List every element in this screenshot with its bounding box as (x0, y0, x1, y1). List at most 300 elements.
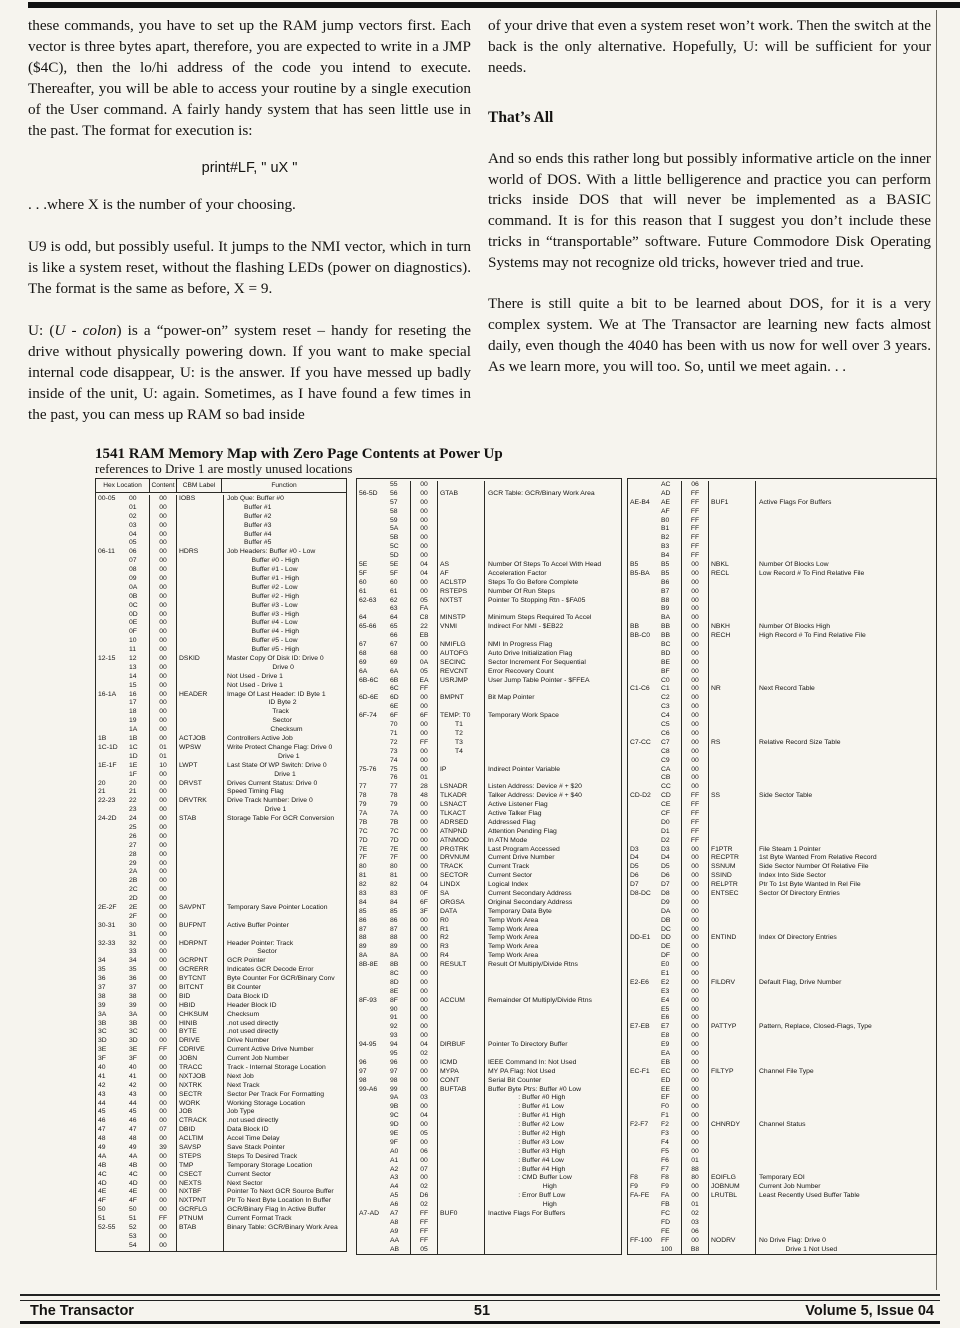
cell-label: DRVTRK (176, 797, 223, 806)
table-row (357, 890, 621, 899)
cell-content: FF (681, 828, 708, 837)
table-row (357, 703, 621, 712)
cell-range: D7 (630, 881, 639, 889)
cell-function: Header Pointer: Track (223, 940, 346, 949)
cell-function: Job Type (223, 1108, 346, 1117)
cell-function: Buffer #4 - Low (223, 619, 346, 628)
cell-content: 00 (410, 828, 437, 837)
cell-range (96, 699, 129, 708)
table-subtitle: references to Drive 1 are mostly unused locations (95, 461, 353, 476)
cell-label: DIRBUF (437, 1041, 484, 1050)
table-row (96, 548, 346, 557)
paragraph-text: U: ( (28, 321, 55, 339)
table-row (357, 1130, 621, 1139)
table-row (96, 726, 346, 735)
cell-hex: 90 (390, 1005, 398, 1013)
cell-hex: 26 (129, 832, 137, 840)
cell-function: : Buffer #0 High (484, 1094, 621, 1103)
cell-range: 81 (359, 872, 367, 880)
cell-range (357, 1148, 390, 1157)
table-row (96, 628, 346, 637)
cell-function: Relative Record Size Table (755, 739, 936, 748)
cell-hex: 03 (129, 521, 137, 529)
cell-hex: F7 (661, 1165, 669, 1173)
cell-function (223, 877, 346, 886)
table-row (357, 1086, 621, 1095)
column-header-function: Function (221, 479, 346, 492)
cell-content: FF (681, 534, 708, 543)
cell-function: Side Sector Table (755, 792, 936, 801)
cell-function (484, 543, 621, 552)
table-row (96, 1233, 346, 1242)
table-row (357, 846, 621, 855)
cell-range: D4 (630, 854, 639, 862)
table-row (628, 1210, 936, 1219)
cell-function: Buffer #0 - High (223, 557, 346, 566)
cell-label (708, 543, 755, 552)
cell-content: 00 (681, 748, 708, 757)
cell-function: Indirect Pointer Variable (484, 766, 621, 775)
cell-hex: FF (661, 1236, 670, 1244)
paragraph: And so ends this rather long but possibly informative article on the inner world of DOS. With a little belligerence and practice you can perform tricks inside DOS that will never be implemented as a BASIC command. It is for this reason that I suggest you don’t include these tricks in “transportable” software. Future Commodore Disk Operating Systems may not recognize old tricks, however tried and true. (488, 149, 931, 272)
cell-function: Remainder Of Multiply/Divide Rtns (484, 997, 621, 1006)
table-row (96, 1011, 346, 1020)
cell-content: 00 (149, 940, 176, 949)
cell-hex: CE (661, 801, 671, 809)
cell-range: 06-11 (98, 548, 115, 556)
cell-range (628, 1006, 661, 1015)
cell-label: CHKSUM (176, 1011, 223, 1020)
cell-content: 00 (410, 872, 437, 881)
cell-range (96, 664, 129, 673)
cell-label: SS (708, 792, 755, 801)
cell-content: 00 (681, 1237, 708, 1246)
cell-label (176, 504, 223, 513)
table-row (628, 881, 936, 890)
cell-label (708, 694, 755, 703)
cell-hex: 48 (129, 1135, 137, 1143)
table-row (96, 584, 346, 593)
cell-range (628, 588, 661, 597)
table-row (357, 1139, 621, 1148)
cell-range (96, 842, 129, 851)
table-row (96, 575, 346, 584)
table-row (628, 712, 936, 721)
cell-range (628, 703, 661, 712)
cell-hex: 97 (390, 1067, 398, 1075)
table-row (357, 543, 621, 552)
cell-hex: EA (661, 1050, 671, 1057)
cell-label: BUF0 (437, 1210, 484, 1219)
table-row (357, 766, 621, 775)
cell-hex: E7 (661, 1023, 670, 1031)
cell-hex: 3C (129, 1028, 138, 1036)
cell-hex: 3A (129, 1010, 138, 1018)
cell-hex: F5 (661, 1147, 669, 1155)
cell-label: SSIND (708, 872, 755, 881)
cell-function: Current Job Number (223, 1055, 346, 1064)
table-row (357, 1201, 621, 1210)
page-top-rule (28, 2, 960, 8)
cell-function (223, 860, 346, 869)
table-row (96, 984, 346, 993)
cell-hex: AE (661, 498, 671, 506)
cell-range: 60 (359, 578, 367, 586)
cell-label (708, 1112, 755, 1121)
cell-function: GCR Pointer (223, 957, 346, 966)
cell-content: 00 (410, 1006, 437, 1015)
cell-label (437, 1023, 484, 1032)
cell-hex: 33 (129, 948, 137, 956)
cell-function (484, 1050, 621, 1059)
cell-content: 00 (681, 623, 708, 632)
cell-label: ADRSED (437, 819, 484, 828)
cell-range (628, 748, 661, 757)
table-row (357, 1103, 621, 1112)
cell-function: 1st Byte Wanted From Relative Record (755, 854, 936, 863)
cell-label: ACLSTP (437, 579, 484, 588)
cell-hex: 31 (129, 930, 137, 938)
cell-label: GCRFLG (176, 1206, 223, 1215)
cell-function: Low Record # To Find Relative File (755, 570, 936, 579)
cell-function (484, 757, 621, 766)
cell-hex: E4 (661, 996, 670, 1004)
cell-content: 00 (410, 837, 437, 846)
cell-function (755, 917, 936, 926)
cell-function: : Buffer #4 High (484, 1166, 621, 1175)
cell-hex: 82 (390, 881, 398, 889)
cell-hex: 0D (129, 610, 138, 618)
cell-range: B5 (630, 561, 639, 569)
cell-content: 00 (149, 886, 176, 895)
cell-content: 00 (410, 650, 437, 659)
cell-range: 86 (359, 916, 367, 924)
cell-hex: 38 (129, 992, 137, 1000)
cell-function: Track - Internal Storage Location (223, 1064, 346, 1073)
cell-range (96, 868, 129, 877)
cell-label: ENTIND (708, 934, 755, 943)
cell-content: 00 (681, 979, 708, 988)
cell-range: F9 (630, 1183, 638, 1191)
cell-range (357, 1103, 390, 1112)
cell-function: Ptr To 1st Byte Wanted In Rel File (755, 881, 936, 890)
cell-hex: C8 (661, 747, 670, 755)
cell-hex: 14 (129, 672, 137, 680)
table-row (357, 597, 621, 606)
table-row (628, 721, 936, 730)
cell-range (357, 1157, 390, 1166)
cell-hex: 99 (390, 1085, 398, 1093)
cell-range: 5F (359, 569, 367, 577)
table-row (628, 1139, 936, 1148)
cell-function: Current Active Drive Number (223, 1046, 346, 1055)
cell-content: 05 (410, 1246, 437, 1255)
cell-label: PATTYP (708, 1023, 755, 1032)
cell-label (176, 806, 223, 815)
cell-range (96, 833, 129, 842)
cell-label (708, 766, 755, 775)
cell-function (755, 1166, 936, 1175)
cell-range (96, 682, 129, 691)
cell-function: Temp Work Area (484, 943, 621, 952)
table-row (96, 1188, 346, 1197)
cell-function: Buffer #1 - Low (223, 566, 346, 575)
cell-function: Buffer #2 - High (223, 593, 346, 602)
cell-content: 00 (149, 1171, 176, 1180)
cell-label (176, 566, 223, 575)
cell-range: 79 (359, 801, 367, 809)
cell-hex: 19 (129, 717, 137, 725)
cell-label: LWPT (176, 762, 223, 771)
cell-content: 00 (149, 1028, 176, 1037)
cell-hex: 04 (129, 530, 137, 538)
table-row (96, 637, 346, 646)
cell-function (755, 552, 936, 561)
cell-content: 00 (410, 490, 437, 499)
cell-function: : Buffer #2 Low (484, 1121, 621, 1130)
table-row (357, 810, 621, 819)
cell-content: 00 (149, 1242, 176, 1251)
cell-function (755, 1041, 936, 1050)
cell-function (755, 1103, 936, 1112)
cell-hex: 08 (129, 566, 137, 574)
cell-hex: CD (661, 792, 671, 800)
cell-range: 67 (359, 641, 367, 649)
table-row (96, 957, 346, 966)
table-row (96, 1117, 346, 1126)
cell-content: 00 (681, 1014, 708, 1023)
cell-label (708, 961, 755, 970)
cell-hex: 87 (390, 925, 398, 933)
cell-range (628, 1041, 661, 1050)
table-row (357, 552, 621, 561)
cell-range (628, 1059, 661, 1068)
cell-hex: 0C (129, 601, 138, 609)
cell-function (755, 525, 936, 534)
cell-content: 00 (149, 904, 176, 913)
cell-range: A7-AD (359, 1210, 380, 1218)
cell-function: User Jump Table Pointer - $FFEA (484, 677, 621, 686)
table-row (357, 614, 621, 623)
table-row (628, 961, 936, 970)
cell-range: 4F (98, 1197, 106, 1205)
table-row (628, 668, 936, 677)
cell-content: 00 (681, 1103, 708, 1112)
table-row (628, 1050, 936, 1059)
cell-range: 6F-74 (359, 712, 377, 720)
cell-hex: EE (661, 1085, 671, 1093)
cell-hex: 17 (129, 699, 137, 707)
table-row (357, 952, 621, 961)
cell-content: 00 (149, 584, 176, 593)
cell-hex: ED (661, 1076, 671, 1084)
cell-content: 00 (410, 730, 437, 739)
cell-content: 00 (681, 1094, 708, 1103)
cell-hex: 27 (129, 841, 137, 849)
cell-function (755, 534, 936, 543)
cell-function: Pointer To Directory Buffer (484, 1041, 621, 1050)
table-row (96, 1144, 346, 1153)
cell-content: 0A (410, 659, 437, 668)
cell-range (96, 611, 129, 620)
cell-hex: 78 (390, 792, 398, 800)
cell-function: Steps To Go Before Complete (484, 579, 621, 588)
cell-hex: E2 (661, 978, 670, 986)
table-row (628, 819, 936, 828)
cell-content: 00 (681, 926, 708, 935)
cell-label: BYTCNT (176, 975, 223, 984)
cell-hex: 56 (390, 489, 398, 497)
table-row (628, 970, 936, 979)
cell-label (176, 575, 223, 584)
cell-range (628, 650, 661, 659)
cell-label: T3 (437, 739, 484, 748)
table-row (96, 904, 346, 913)
cell-range: 12-15 (98, 655, 116, 663)
cell-function (755, 819, 936, 828)
cell-content: 00 (410, 543, 437, 552)
cell-function: .not used directly (223, 1020, 346, 1029)
cell-range: 51 (98, 1215, 106, 1223)
cell-function: Side Sector Number Of Relative File (755, 863, 936, 872)
cell-function: Temp Work Area (484, 934, 621, 943)
cell-function: : Buffer #1 High (484, 1112, 621, 1121)
cell-function: MY PA Flag: Not Used (484, 1068, 621, 1077)
cell-label (437, 1112, 484, 1121)
cell-hex: 9F (390, 1138, 398, 1146)
cell-content: 00 (149, 913, 176, 922)
paragraph: . . .where X is the number of your choosing. (28, 196, 296, 214)
cell-hex: D2 (661, 836, 670, 844)
cell-hex: C2 (661, 694, 670, 702)
cell-label (708, 650, 755, 659)
cell-hex: 20 (129, 779, 137, 787)
cell-function: Buffer #5 - High (223, 646, 346, 655)
cell-label: NXTRK (176, 1082, 223, 1091)
cell-content: 00 (149, 1188, 176, 1197)
table-row (96, 913, 346, 922)
cell-label (708, 1032, 755, 1041)
cell-content: 22 (410, 623, 437, 632)
table-row (96, 717, 346, 726)
cell-function (484, 552, 621, 561)
cell-content: 00 (149, 948, 176, 957)
cell-function: Current Sector (223, 1171, 346, 1180)
cell-function: Sector (223, 717, 346, 726)
table-row (628, 739, 936, 748)
cell-range (357, 1219, 390, 1228)
cell-content: 00 (681, 1032, 708, 1041)
cell-label: WORK (176, 1100, 223, 1109)
table-row (628, 801, 936, 810)
cell-range: 4B (98, 1161, 107, 1169)
cell-function (755, 774, 936, 783)
cell-function (755, 712, 936, 721)
cell-hex: FD (661, 1218, 671, 1226)
cell-hex: 6F (390, 712, 398, 720)
cell-content: 00 (681, 588, 708, 597)
cell-function: Temporary Storage Location (223, 1162, 346, 1171)
cell-label: LSNACT (437, 801, 484, 810)
cell-label (176, 673, 223, 682)
cell-function: Drive 0 (223, 664, 346, 673)
cell-function: Bit Counter (223, 984, 346, 993)
cell-label (708, 712, 755, 721)
table-row (628, 677, 936, 686)
cell-content: FF (681, 490, 708, 499)
cell-label: ORGSA (437, 899, 484, 908)
table-row (628, 774, 936, 783)
table-row (96, 691, 346, 700)
cell-content: D6 (410, 1192, 437, 1201)
cell-range: 1C-1D (98, 743, 118, 751)
cell-range (628, 757, 661, 766)
cell-function: Save Stack Pointer (223, 1144, 346, 1153)
table-row (357, 1237, 621, 1246)
cell-content: 00 (410, 1121, 437, 1130)
cell-label (176, 851, 223, 860)
cell-function (755, 1130, 936, 1139)
cell-hex: 86 (390, 916, 398, 924)
cell-function: Buffer #4 (223, 531, 346, 540)
cell-content: 80 (681, 1174, 708, 1183)
cell-label: T1 (437, 721, 484, 730)
table-row (628, 1148, 936, 1157)
table-row (628, 623, 936, 632)
table-row (357, 525, 621, 534)
cell-label (708, 1246, 755, 1255)
cell-hex: 4A (129, 1152, 138, 1160)
cell-content: 05 (410, 597, 437, 606)
cell-range: 30-31 (98, 921, 116, 929)
cell-range: 8A (359, 952, 368, 960)
cell-label: RSTEPS (437, 588, 484, 597)
cell-content: 00 (149, 1197, 176, 1206)
cell-range (628, 1086, 661, 1095)
table-row (357, 748, 621, 757)
cell-range: BB (630, 623, 640, 631)
cell-content: 00 (149, 699, 176, 708)
cell-hex: 67 (390, 641, 398, 649)
cell-function: Checksum (223, 1011, 346, 1020)
cell-hex: 35 (129, 966, 137, 974)
cell-function: Index Into Side Sector (755, 872, 936, 881)
cell-hex: 7F (390, 854, 398, 862)
cell-label (176, 753, 223, 762)
cell-function: Image Of Last Header: ID Byte 1 (223, 691, 346, 700)
cell-label (176, 522, 223, 531)
cell-hex: 74 (390, 756, 398, 764)
table-row (96, 1153, 346, 1162)
table-row (357, 1157, 621, 1166)
cell-range (96, 824, 129, 833)
cell-content: 39 (149, 1144, 176, 1153)
cell-range: CD-D2 (630, 792, 651, 800)
cell-label: RECL (708, 570, 755, 579)
cell-label: DRVST (176, 780, 223, 789)
table-row (628, 783, 936, 792)
cell-content: 00 (410, 588, 437, 597)
cell-function (484, 739, 621, 748)
cell-function: Default Flag, Drive Number (755, 979, 936, 988)
cell-label: VNMI (437, 623, 484, 632)
table-row (96, 744, 346, 753)
cell-label (708, 1210, 755, 1219)
cell-label (708, 730, 755, 739)
cell-range: 16-1A (98, 690, 117, 698)
cell-hex: 79 (390, 801, 398, 809)
cell-content: 0F (410, 890, 437, 899)
